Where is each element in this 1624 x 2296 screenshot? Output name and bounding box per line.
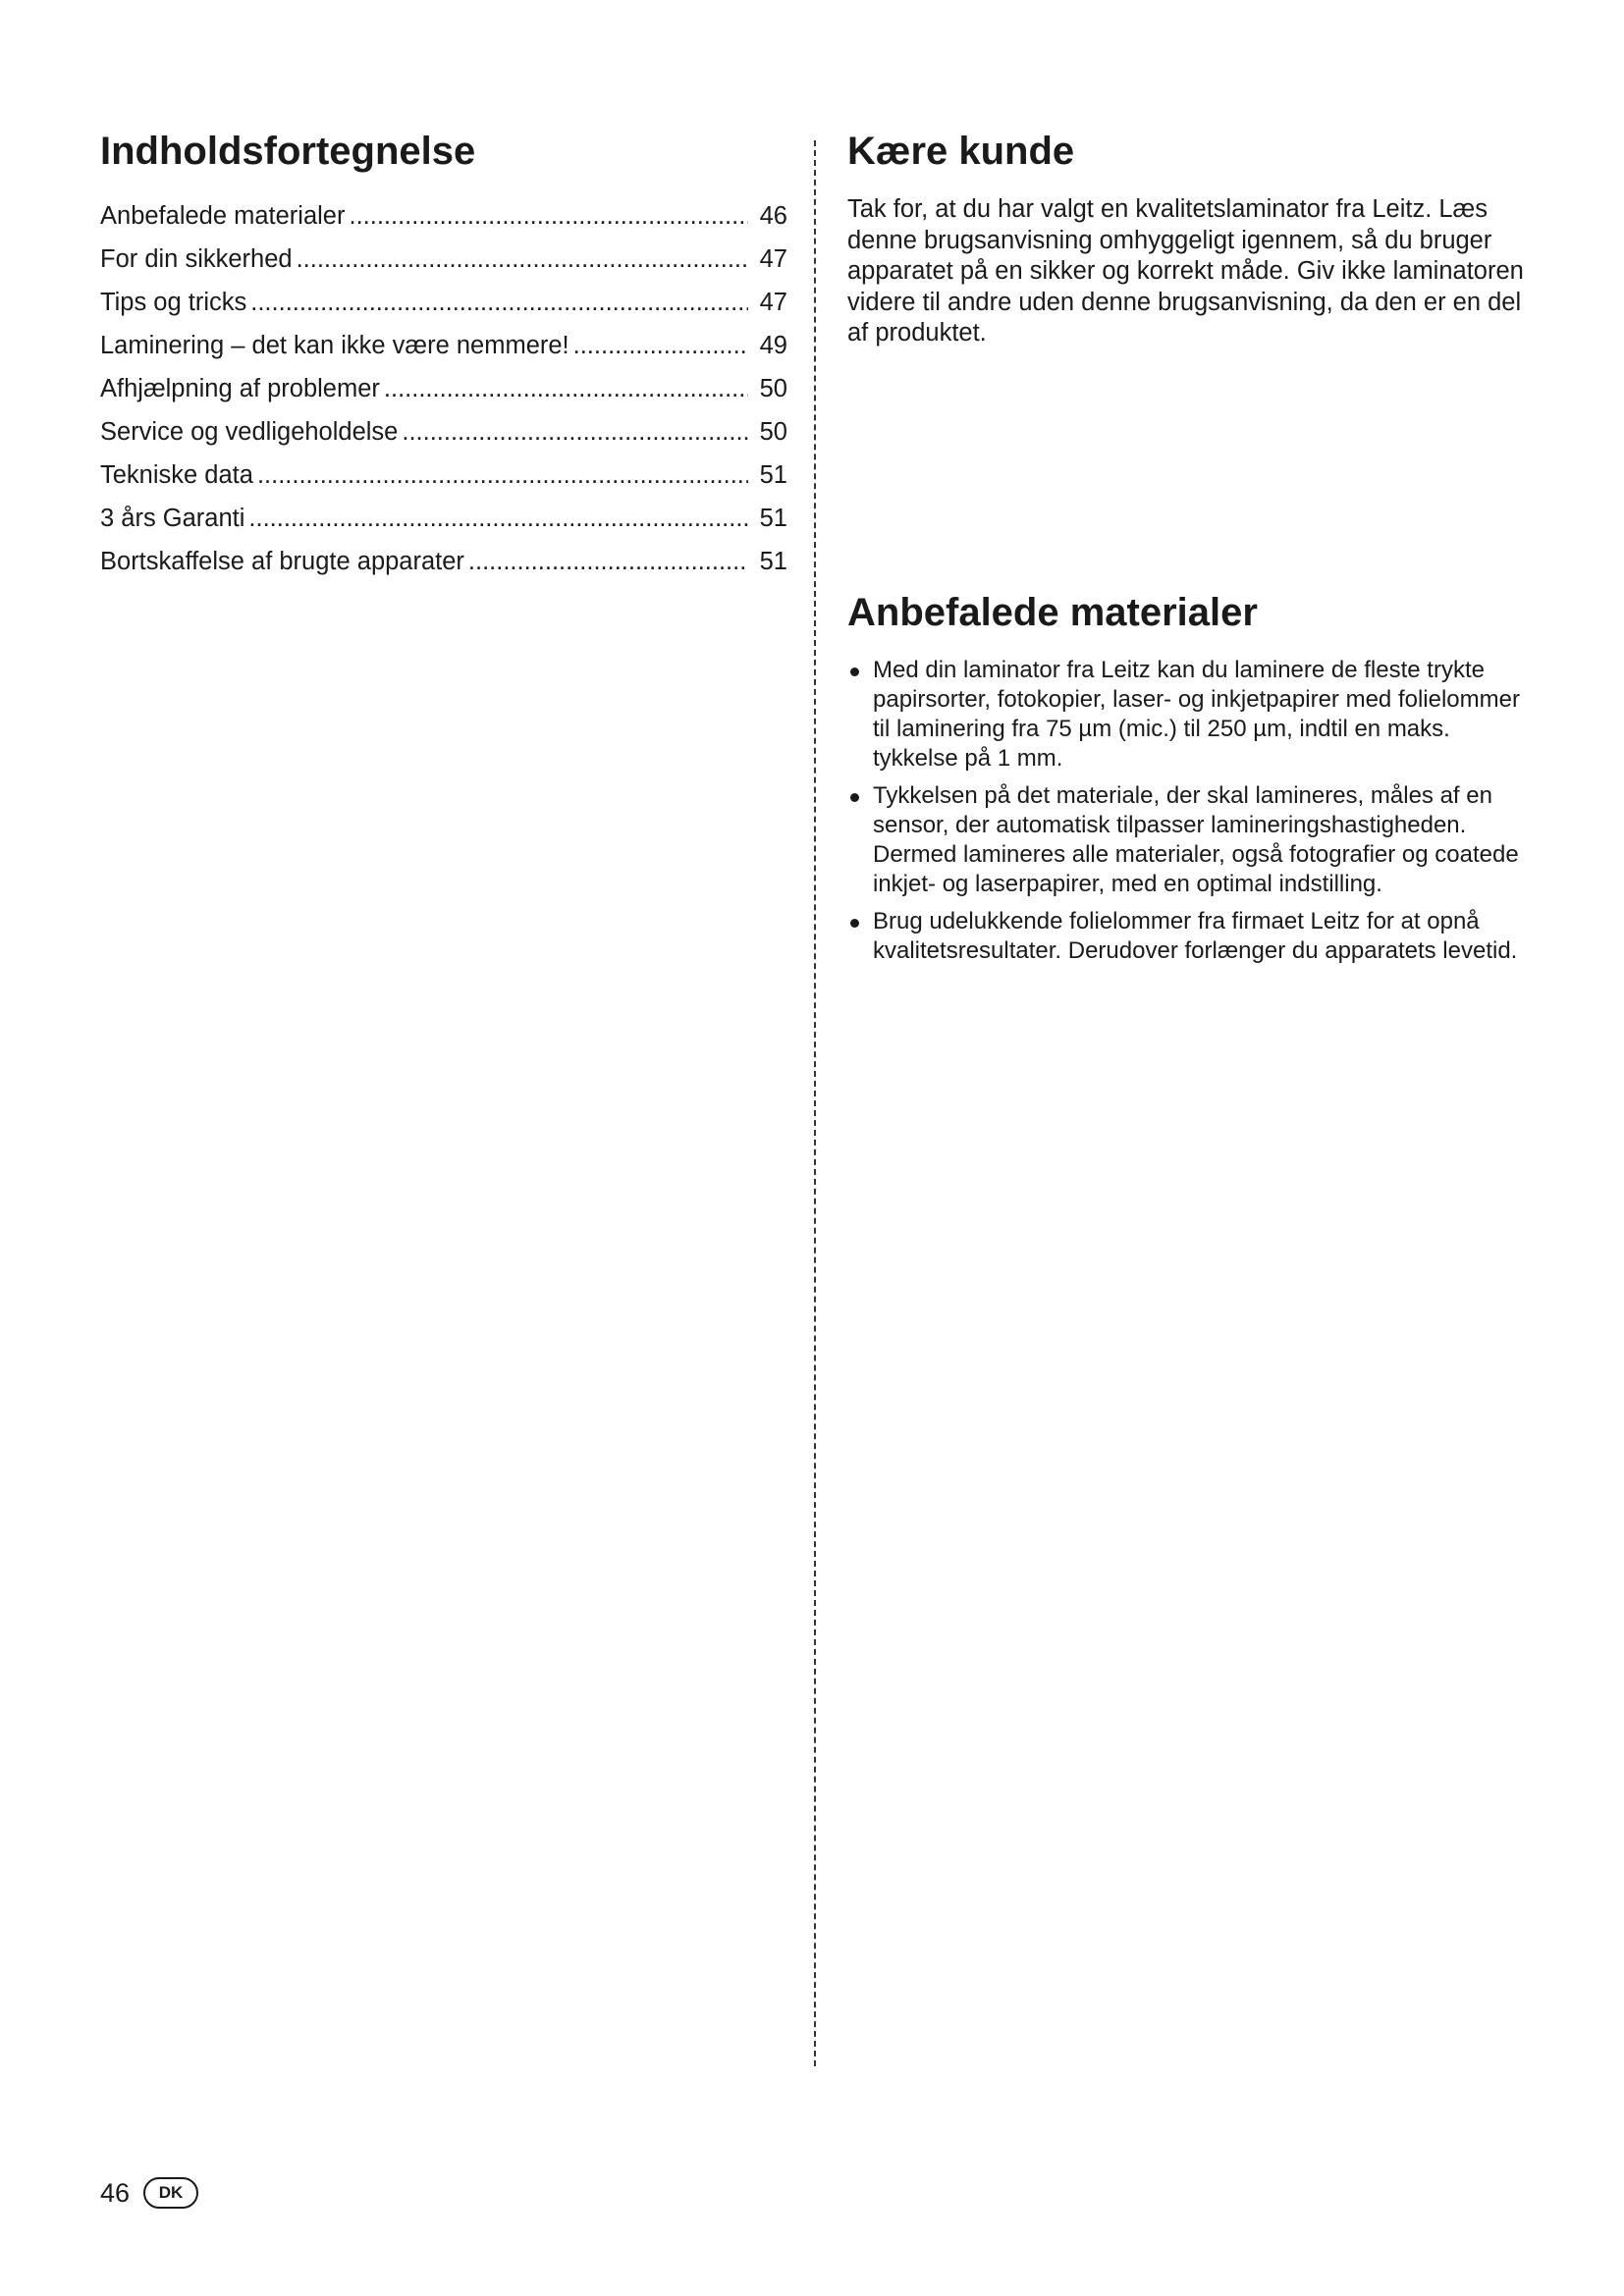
toc-entry-label: Bortskaffelse af brugte apparater [100,548,464,575]
toc-entry [100,410,787,454]
recommended-materials-title: Anbefalede materialer [847,591,1258,634]
toc-entry-page: 50 [759,375,787,402]
toc-entry [100,238,787,281]
toc-entry [100,324,787,367]
toc-entry-label: Tekniske data [100,461,253,489]
toc-leader-dots [402,410,748,454]
toc-leader-dots [468,540,748,583]
toc-leader-dots [257,454,748,497]
toc-leader-dots [573,324,748,367]
toc-entry-label: Service og vedligeholdelse [100,418,399,446]
toc-entry-page: 46 [759,202,787,230]
column-divider [814,140,816,2066]
toc-leader-dots [250,281,748,324]
materials-list [847,656,1535,966]
recommended-materials-section [847,589,1535,974]
toc-entry-page: 50 [759,418,787,446]
toc-entry [100,454,787,497]
dear-customer-section [847,128,1535,349]
toc-entry-label: Laminering – det kan ikke være nemmere! [100,332,569,359]
toc-entry-page: 51 [759,461,787,489]
toc-entry [100,194,787,238]
toc-entry [100,540,787,583]
toc-leader-dots [297,238,748,281]
toc-entry-page: 51 [759,505,787,532]
bullet-icon [850,919,859,928]
toc-entry-page: 47 [759,289,787,316]
toc-entry-label: 3 års Garanti [100,505,245,532]
bullet-icon [850,793,859,802]
toc-entry-label: For din sikkerhed [100,245,293,273]
toc-entry-label: Afhjælpning af problemer [100,375,380,402]
list-item [847,907,1541,966]
toc-entry [100,367,787,410]
toc-entry-page: 47 [759,245,787,273]
table-of-contents [100,128,787,583]
country-badge: DK [143,2177,198,2209]
toc-leader-dots [384,367,748,410]
bullet-icon [850,667,859,676]
page-footer [100,2177,198,2209]
list-item-text: Brug udelukkende folielommer fra firmaet Leitz for at opnå kvalitetsresultater. Derudover forlænger du apparatets levetid. [873,908,1518,964]
page-number: 46 [100,2177,131,2208]
toc-entry-page: 49 [759,332,787,359]
toc-entry-page: 51 [759,548,787,575]
toc-entry-label: Tips og tricks [100,289,247,316]
toc-entry [100,497,787,540]
list-item [847,781,1541,899]
toc-leader-dots [248,497,748,540]
list-item-text: Tykkelsen på det materiale, der skal lamineres, måles af en sensor, der automatisk tilpasser lamineringshastigheden. Dermed lamineres alle materialer, også fotografier og coatede inkjet- og laserpapirer, med en optimal indstilling. [873,782,1519,897]
right-column [847,128,1535,964]
toc-entry-label: Anbefalede materialer [100,202,346,230]
toc-list [100,194,787,583]
list-item [847,656,1541,774]
dear-customer-text: Tak for, at du har valgt en kvalitetslaminator fra Leitz. Læs denne brugsanvisning omhyggeligt igennem, så du bruger apparatet på en sikker og korrekt måde. Giv ikke laminatoren videre til andre uden denne brugsanvisning, da den er en del af produktet. [847,195,1524,347]
dear-customer-title: Kære kunde [847,130,1075,173]
toc-title: Indholdsfortegnelse [100,130,476,173]
list-item-text: Med din laminator fra Leitz kan du laminere de fleste trykte papirsorter, fotokopier, laser- og inkjetpapirer med folielommer til laminering fra 75 µm (mic.) til 250 µm, indtil en maks. tykkelse på 1 mm. [873,657,1520,772]
toc-entry [100,281,787,324]
toc-leader-dots [349,194,748,238]
